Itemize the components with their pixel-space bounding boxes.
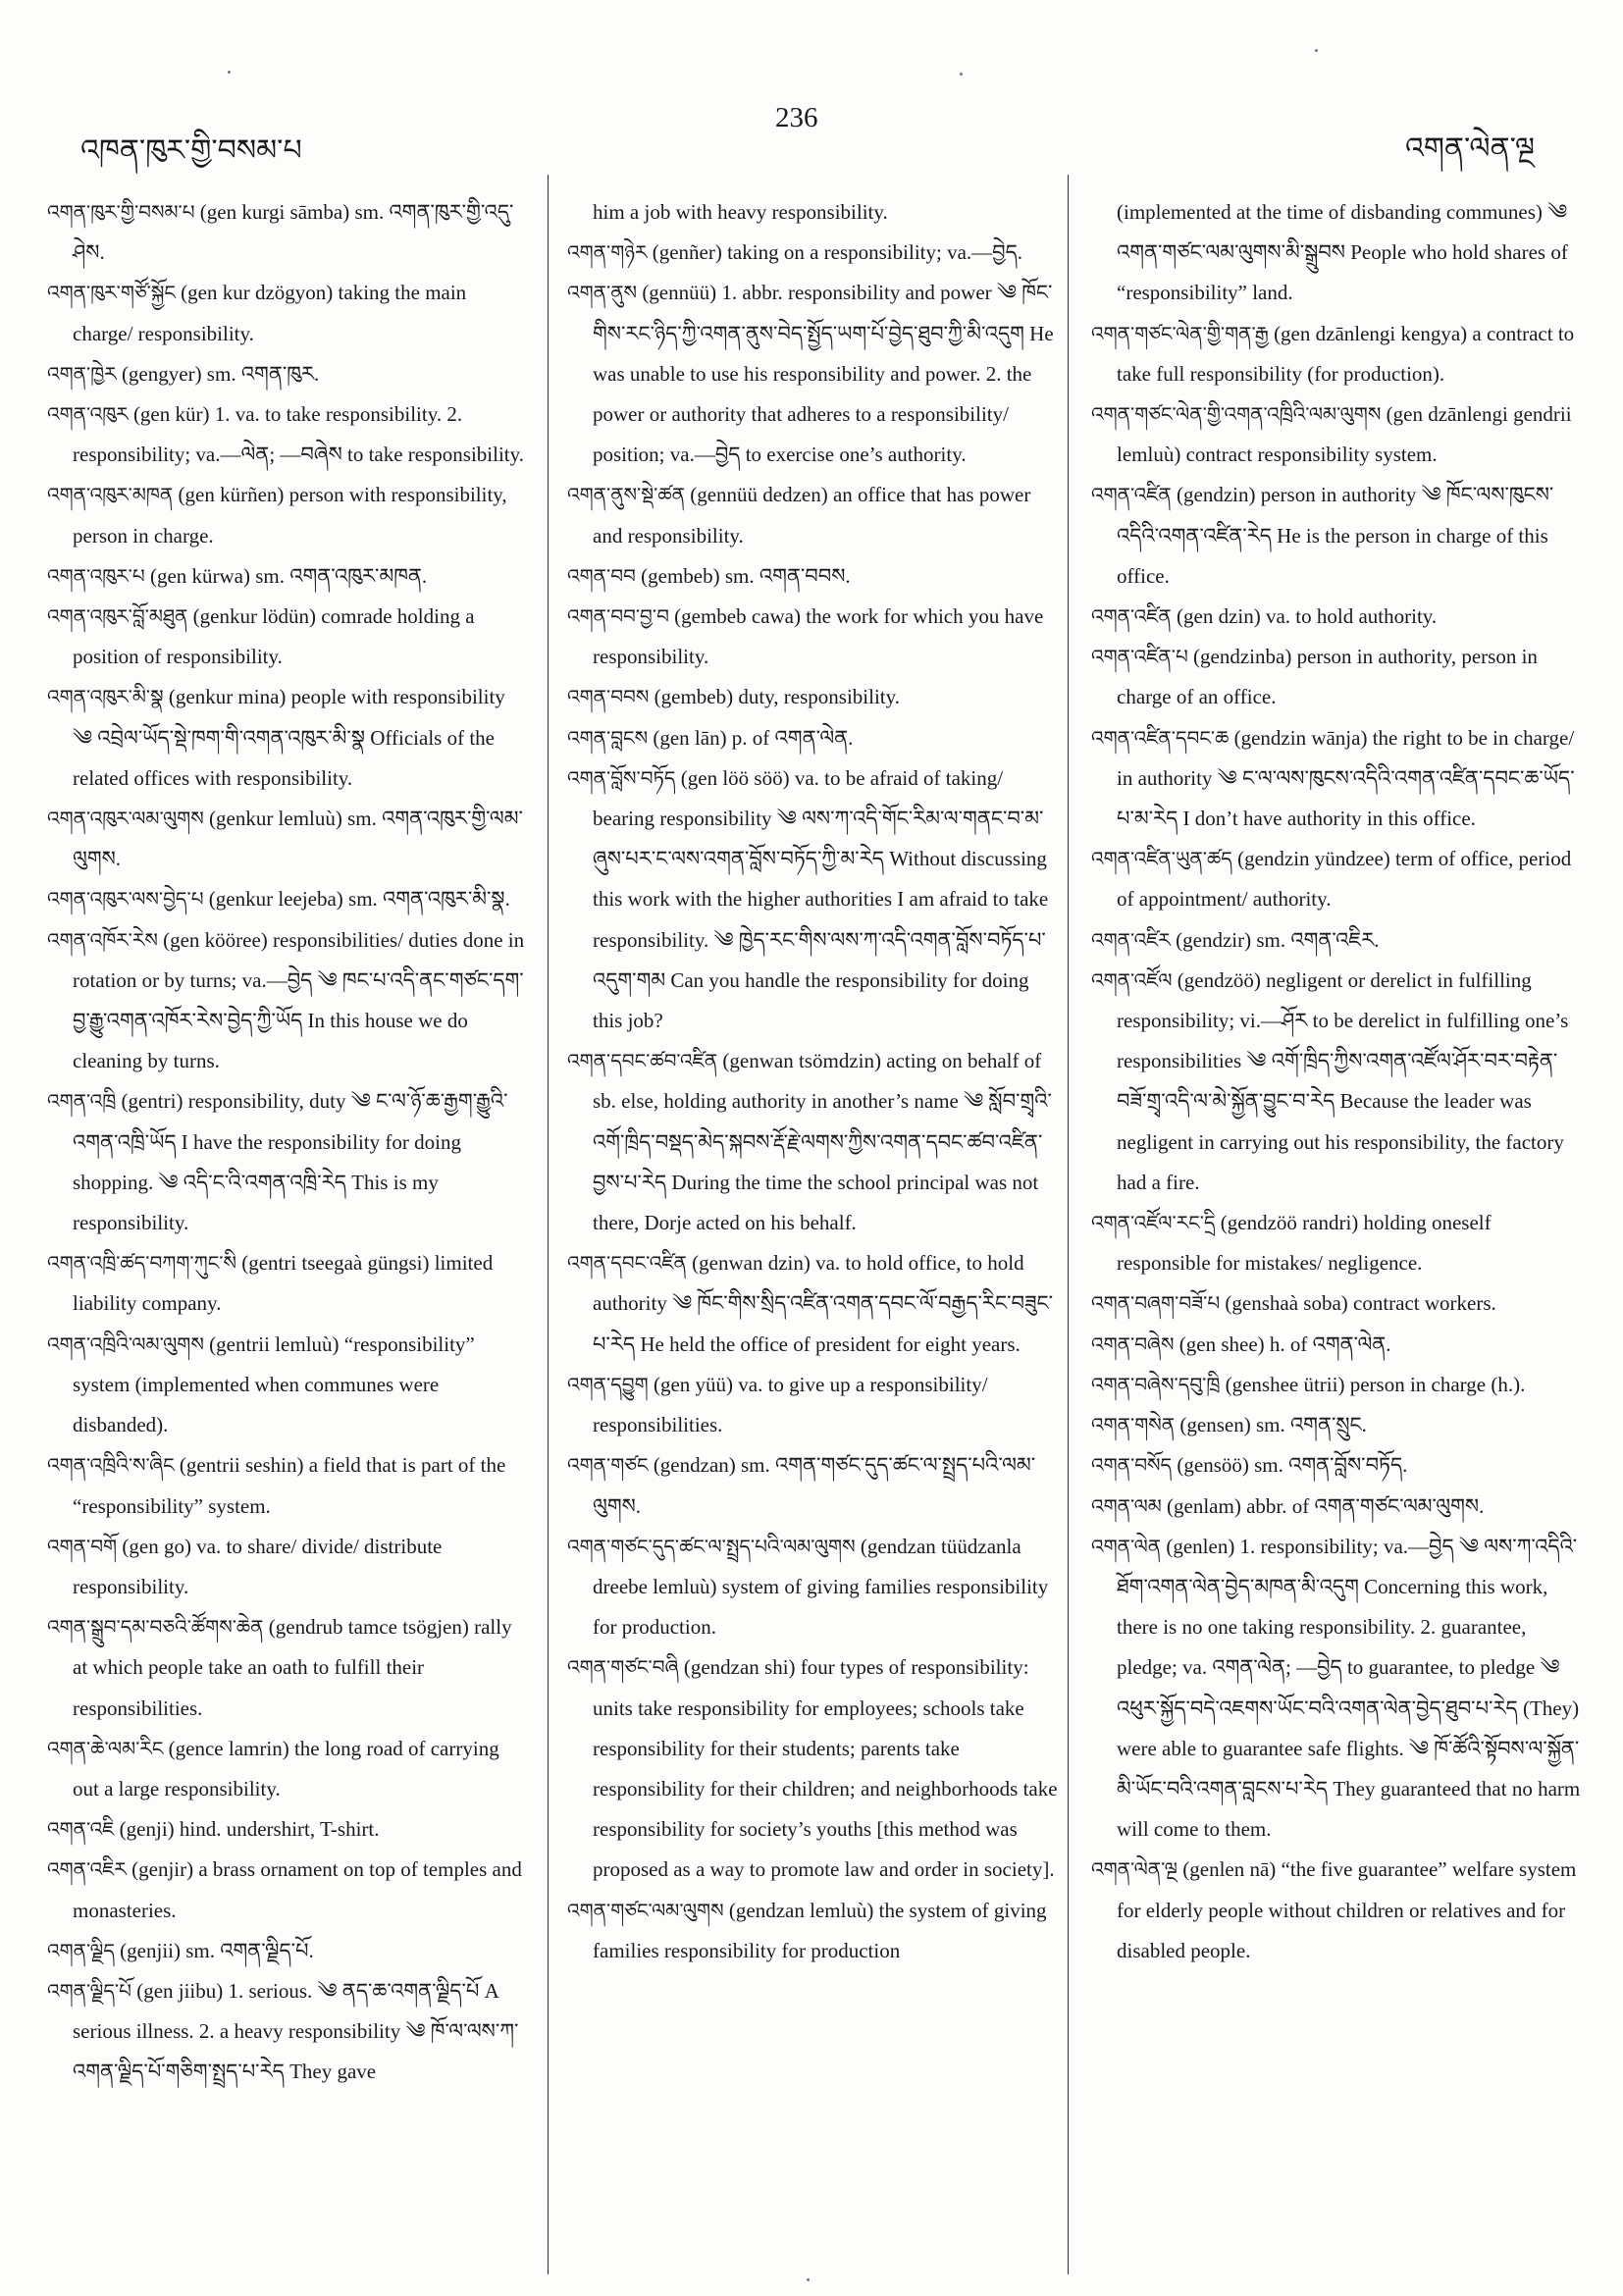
dictionary-column-2 bbox=[567, 192, 1058, 1971]
definition: (gen dzānlengi kengya) a contract to take full responsibility (for production). bbox=[1117, 321, 1575, 386]
definition: (gendzin yündzee) term of office, period of appointment/ authority. bbox=[1117, 847, 1572, 912]
headword: འགན་འཁུར་མཁན bbox=[47, 483, 174, 507]
running-head-right: འགན་ལེན་ལྔ bbox=[1405, 132, 1535, 165]
dictionary-entry bbox=[47, 1931, 528, 1971]
definition: (genwan dzin) va. to hold office, to hold authority ༄ ཁོང་གིས་སྲིད་འཛིན་འགན་དབང་ལོ་བརྒྱད་རིང་བཟུང་པ་རེད He held the office of president for eight years. bbox=[593, 1251, 1054, 1356]
definition: (genkur leejeba) sm. འགན་འཁུར་མི་སྣ. bbox=[208, 887, 510, 912]
definition: (gendzan shi) four types of responsibility: units take responsibility for employees; schools take responsibility for their students; parents take responsibility for their children; and neighborhoods take responsibility for society’s youths [this method was proposed as a way to promote law and order in society]. bbox=[593, 1655, 1058, 1882]
dictionary-entry bbox=[47, 192, 528, 273]
headword: འགན་འཇི bbox=[47, 1817, 115, 1842]
headword: འགན་བསོད bbox=[1091, 1453, 1173, 1478]
scan-speck bbox=[960, 73, 963, 76]
definition: (gennüü) 1. abbr. responsibility and power ༄ ཁོང་གིས་རང་ཉིད་ཀྱི་འགན་ནུས་བེད་སྤྱོད་ཡག་པོ་བྱེད་ཐུབ་ཀྱི་མི་འདུག He was unable to use his responsibility and power. 2. the power or authority that adheres to a responsibility/ position; va.—བྱེད to exercise one’s authority. bbox=[593, 281, 1054, 467]
definition: (gendzir) sm. འགན་འཇིར. bbox=[1176, 927, 1380, 952]
definition: (gensen) sm. འགན་སྲུང. bbox=[1179, 1413, 1367, 1437]
definition: (genlen) 1. responsibility; va.—བྱེད ༄ ལས་ཀ་འདིའི་ཐོག་འགན་ལེན་བྱེད་མཁན་མི་འདུག Concerning this work, there is no one taking responsibility. 2. guarantee, pledge; va. འགན་ལེན; —བྱེད to guarantee, to pledge ༄ འཕུར་སྐྱོད་བདེ་འཇགས་ཡོང་བའི་འགན་ལེན་བྱེད་ཐུབ་པ་རེད (They) were able to guarantee safe flights. ༄ ཁོ་ཚོའི་སྟོབས་ལ་སྐྱོན་མི་ཡོང་བའི་འགན་བླངས་པ་རེད They guaranteed that no harm will come to them. bbox=[1117, 1534, 1581, 1842]
dictionary-entry bbox=[567, 192, 1058, 233]
dictionary-entry bbox=[1091, 920, 1582, 961]
headword: འགན་འཁྲིའི་ལམ་ལུགས bbox=[47, 1331, 204, 1356]
headword: འགན་སྒྲུབ་དམ་བཅའི་ཚོགས་ཆེན bbox=[47, 1615, 264, 1640]
headword: འགན་འཁྲི bbox=[47, 1089, 117, 1114]
definition: (gentri) responsibility, duty ༄ ང་ལ་ཉོ་ཆ་རྒྱག་རྒྱུའི་འགན་འཁྲི་ཡོད I have the responsibility for doing shopping. ༄ འདི་ང་འི་འགན་འཁྲི་རེད This is my responsibility. bbox=[73, 1089, 508, 1235]
dictionary-entry bbox=[47, 920, 528, 1082]
headword: འགན་གཙང་ལེན་གྱི་འགན་འཁྲིའི་ལམ་ལུགས bbox=[1091, 402, 1382, 427]
dictionary-entry bbox=[567, 1243, 1058, 1365]
headword: འགན་བཞེས bbox=[1091, 1331, 1175, 1356]
headword: འགན་ལེན་ལྔ bbox=[1091, 1857, 1178, 1882]
headword: འགན་འཁུར་ལམ་ལུགས bbox=[47, 807, 204, 831]
definition: (gen kurgi sāmba) sm. འགན་ཁུར་གྱི་འདུ་ཤེས. bbox=[73, 200, 514, 265]
dictionary-entry bbox=[1091, 839, 1582, 919]
column-divider bbox=[1068, 175, 1069, 2274]
definition: (gendzan tüüdzanla dreebe lemluù) system of giving families responsibility for production. bbox=[593, 1534, 1049, 1640]
definition: (gen löö söö) va. to be afraid of taking/ bearing responsibility ༄ ལས་ཀ་འདི་གོང་རིམ་ལ་གནང་བ་མ་ཞུས་པར་ང་ལས་འགན་བློས་བཏོད་ཀྱི་མ་རེད Without discussing this work with the higher authorities I am afraid to take responsibility. ༄ ཁྱེད་རང་གིས་ལས་ཀ་འདི་འགན་བློས་བཏོད་པ་འདུག་གམ Can you handle the responsibility for doing this job? bbox=[593, 765, 1049, 1033]
running-head-left: འཁན་ཁུར་གྱི་བསམ་པ bbox=[80, 134, 302, 167]
headword: འགན་འཁུར bbox=[47, 402, 129, 427]
definition: (gendzöö) negligent or derelict in fulfilling responsibility; vi.—ཤོར to be derelict in fulfilling one’s responsibilities ༄ འགོ་ཁྲིད་ཀྱིས་འགན་འཛོལ་ཤོར་བར་བརྟེན་བཟོ་གྲྭ་འདི་ལ་མེ་སྐྱོན་བྱུང་བ་རེད Because the leader was negligent in carrying out his responsibility, the factory had a fire. bbox=[1117, 967, 1569, 1194]
dictionary-entry bbox=[567, 758, 1058, 1041]
dictionary-entry bbox=[47, 799, 528, 879]
dictionary-entry bbox=[47, 1243, 528, 1324]
dictionary-entry bbox=[47, 1607, 528, 1729]
headword: འགན་འཁུར་ལས་བྱེད་པ bbox=[47, 887, 204, 912]
headword: འགན་ཆེ་ལམ་རིང bbox=[47, 1736, 164, 1760]
definition: (gen kööree) responsibilities/ duties done in rotation or by turns; va.—བྱེད ༄ ཁང་པ་འདི་ནང་གཙང་དག་བྱ་རྒྱུ་འགན་འཁོར་རེས་བྱེད་ཀྱི་ཡོད In this house we do cleaning by turns. bbox=[73, 927, 525, 1073]
definition: (genwan tsömdzin) acting on behalf of sb. else, holding authority in another’s name ༄ སློབ་གྲྭའི་འགོ་ཁྲིད་བསྡད་མེད་སྐབས་རྡོ་རྗེ་ལགས་ཀྱིས་འགན་དབང་ཚབ་འཛིན་བྱས་པ་རེད During the time the school principal was not there, Dorje acted on his behalf. bbox=[593, 1049, 1052, 1235]
headword: འགན་གཙང་ལེན་གྱི་གན་རྒྱ bbox=[1091, 321, 1269, 345]
dictionary-entry bbox=[1091, 1487, 1582, 1527]
definition: (genjii) sm. འགན་ལྗིད་པོ. bbox=[120, 1938, 314, 1962]
dictionary-entry bbox=[47, 556, 528, 597]
headword: འགན་གསེན bbox=[1091, 1413, 1176, 1437]
dictionary-entry bbox=[567, 718, 1058, 758]
headword: འགན་དབང་ཚབ་འཛིན bbox=[567, 1049, 718, 1073]
headword: འགན་དབང་འཛིན bbox=[567, 1251, 687, 1276]
definition: (gen dzānlengi gendrii lemluù) contract responsibility system. bbox=[1117, 402, 1572, 467]
definition: (genjir) a brass ornament on top of temples and monasteries. bbox=[73, 1857, 522, 1922]
headword: འགན་ལྗིད་པོ bbox=[47, 1978, 131, 2003]
headword: འགན་འཛིན་པ bbox=[1091, 645, 1188, 669]
headword: འགན་འཁྲིའི་ས་ཞིང bbox=[47, 1453, 175, 1478]
definition: (gengyer) sm. འགན་ཁུར. bbox=[121, 361, 320, 386]
dictionary-entry bbox=[47, 394, 528, 475]
page-number: 236 bbox=[775, 102, 818, 133]
dictionary-entry bbox=[1091, 192, 1582, 314]
dictionary-entry bbox=[567, 1891, 1058, 1971]
dictionary-entry bbox=[1091, 1283, 1582, 1324]
definition: (gendzan lemluù) the system of giving families responsibility for production bbox=[593, 1898, 1047, 1962]
definition: (genlam) abbr. of འགན་གཙང་ལམ་ལུགས. bbox=[1167, 1493, 1485, 1518]
headword: འགན་ཁུར་གཙོ་སྐྱོང bbox=[47, 281, 176, 305]
definition: (genlen nā) “the five guarantee” welfare system for elderly people without children or relatives and for disabled people. bbox=[1117, 1857, 1577, 1962]
headword: འགན་གཙང་ལམ་ལུགས bbox=[567, 1898, 724, 1922]
headword: འགན་ཁུར་གྱི་བསམ་པ bbox=[47, 200, 195, 224]
dictionary-entry bbox=[47, 1081, 528, 1243]
definition: (genkur lemluù) sm. འགན་འཁུར་གྱི་ལམ་ལུགས. bbox=[73, 807, 523, 871]
definition: (gen go) va. to share/ divide/ distribute responsibility. bbox=[73, 1534, 443, 1598]
headword: འགན་བབ bbox=[567, 563, 636, 588]
headword: འགན་བཞེས་དབུ་ཁྲི bbox=[1091, 1372, 1221, 1396]
dictionary-entry bbox=[47, 1445, 528, 1526]
headword: འགན་གཉེར bbox=[567, 240, 648, 265]
dictionary-entry bbox=[567, 1445, 1058, 1526]
headword: འགན་བླངས bbox=[567, 725, 649, 750]
definition: (gentri tseegaà güngsi) limited liability company. bbox=[73, 1251, 494, 1316]
headword: འགན་གཙང་བཞི bbox=[567, 1655, 679, 1680]
dictionary-entry bbox=[47, 354, 528, 394]
dictionary-entry bbox=[47, 273, 528, 353]
dictionary-entry bbox=[47, 1850, 528, 1930]
scan-speck bbox=[1315, 49, 1318, 52]
definition: (gen kur dzögyon) taking the main charge/ responsibility. bbox=[73, 281, 467, 345]
scan-speck bbox=[228, 71, 231, 74]
dictionary-entry bbox=[567, 1647, 1058, 1890]
dictionary-entry bbox=[567, 233, 1058, 273]
definition: (genkur mina) people with responsibility ༄ འབྲེལ་ཡོད་སྡེ་ཁག་གི་འགན་འཁུར་མི་སྣ Officials of the related offices with responsibility. bbox=[73, 685, 505, 790]
dictionary-entry bbox=[567, 677, 1058, 717]
dictionary-entry bbox=[47, 879, 528, 919]
dictionary-entry bbox=[567, 1365, 1058, 1445]
dictionary-entry bbox=[47, 1325, 528, 1446]
dictionary-entry bbox=[47, 1809, 528, 1850]
definition: (gen kürwa) sm. འགན་འཁུར་མཁན. bbox=[149, 563, 428, 588]
dictionary-entry bbox=[47, 1729, 528, 1809]
definition: (gen shee) h. of འགན་ལེན. bbox=[1178, 1331, 1391, 1356]
definition: (genshee ütrii) person in charge (h.). bbox=[1225, 1372, 1526, 1396]
definition: (gendzin) person in authority ༄ ཁོང་ལས་ཁུངས་འདིའི་འགན་འཛིན་རེད He is the person in charge of this office. bbox=[1117, 483, 1554, 588]
definition: (gen dzin) va. to hold authority. bbox=[1177, 604, 1438, 629]
headword: འགན་བབས bbox=[567, 685, 650, 709]
dictionary-entry bbox=[1091, 314, 1582, 394]
headword: འགན་འཛིན bbox=[1091, 483, 1172, 507]
headword: འགན་ལྗིད bbox=[47, 1938, 115, 1962]
headword: འགན་བཞག་བཟོ་པ bbox=[1091, 1291, 1221, 1316]
headword: འགན་འཛིན་དབང་ཆ bbox=[1091, 725, 1230, 750]
headword: འགན་འཛོལ་རང་དྲི bbox=[1091, 1211, 1216, 1235]
dictionary-entry bbox=[47, 1971, 528, 2093]
headword: འགན་འཛིན་ཡུན་ཚད bbox=[1091, 847, 1232, 871]
dictionary-entry bbox=[47, 677, 528, 799]
definition: (gen jiibu) 1. serious. ༄ ནད་ཆ་འགན་ལྗིད་པོ A serious illness. 2. a heavy responsibility ༄ ཁོ་ལ་ལས་ཀ་འགན་ལྗིད་པོ་གཅིག་སྤྲད་པ་རེད They gave bbox=[73, 1978, 519, 2084]
dictionary-entry bbox=[1091, 1365, 1582, 1405]
headword: འགན་བབ་བྱ་བ bbox=[567, 604, 669, 629]
dictionary-entry bbox=[1091, 718, 1582, 840]
dictionary-entry bbox=[1091, 597, 1582, 637]
dictionary-entry bbox=[1091, 1527, 1582, 1851]
definition: (gendzöö randri) holding oneself responsible for mistakes/ negligence. bbox=[1117, 1211, 1492, 1276]
definition: (implemented at the time of disbanding communes) ༄ འགན་གཙང་ལམ་ལུགས་མི་སྒྲུབས People who hold shares of “responsibility” land. bbox=[1117, 200, 1568, 305]
dictionary-entry bbox=[567, 597, 1058, 677]
dictionary-entry bbox=[1091, 394, 1582, 475]
definition: (gensöö) sm. འགན་བློས་བཏོད. bbox=[1177, 1453, 1408, 1478]
headword: འགན་ནུས་སྡེ་ཚན bbox=[567, 483, 685, 507]
definition: (genshaà soba) contract workers. bbox=[1225, 1291, 1496, 1316]
definition: (gendrub tamce tsögjen) rally at which people take an oath to fulfill their responsibilities. bbox=[73, 1615, 512, 1720]
headword: འགན་བློས་བཏོད bbox=[567, 765, 676, 790]
definition: (genñer) taking on a responsibility; va.—བྱེད. bbox=[652, 240, 1023, 265]
dictionary-entry bbox=[47, 475, 528, 555]
headword: འགན་འཛིར bbox=[1091, 927, 1171, 952]
dictionary-entry bbox=[567, 273, 1058, 475]
headword: འགན་ནུས bbox=[567, 281, 638, 305]
headword: འགན་འཁོར་རེས bbox=[47, 927, 158, 952]
definition: (gen kür) 1. va. to take responsibility. 2. responsibility; va.—ལེན; —བཞེས to take responsibility. bbox=[73, 402, 525, 467]
headword: འགན་ལེན bbox=[1091, 1534, 1162, 1558]
dictionary-column-3 bbox=[1091, 192, 1582, 1971]
headword: འགན་འཁུར་མི་སྣ bbox=[47, 685, 164, 709]
scan-speck bbox=[807, 2278, 810, 2281]
dictionary-entry bbox=[47, 597, 528, 677]
definition: (gendzin wānja) the right to be in charge/ in authority ༄ ང་ལ་ལས་ཁུངས་འདིའི་འགན་འཛིན་དབང་ཆ་ཡོད་པ་མ་རེད I don’t have authority in this office. bbox=[1117, 725, 1575, 831]
dictionary-entry bbox=[1091, 1445, 1582, 1486]
definition: (gen lān) p. of འགན་ལེན. bbox=[653, 725, 854, 750]
dictionary-entry bbox=[1091, 1203, 1582, 1283]
dictionary-entry bbox=[1091, 961, 1582, 1203]
definition: (gembeb cawa) the work for which you have responsibility. bbox=[593, 604, 1044, 669]
definition: (gendzinba) person in authority, person in charge of an office. bbox=[1117, 645, 1538, 709]
dictionary-entry bbox=[567, 556, 1058, 597]
definition: (gentrii lemluù) “responsibility” system (implemented when communes were disbanded). bbox=[73, 1331, 475, 1437]
dictionary-entry bbox=[1091, 1850, 1582, 1971]
definition: (gembeb) duty, responsibility. bbox=[654, 685, 901, 709]
dictionary-column-1 bbox=[47, 192, 528, 2093]
definition: (gennüü dedzen) an office that has power and responsibility. bbox=[593, 483, 1031, 548]
definition: (gentrii seshin) a field that is part of the “responsibility” system. bbox=[73, 1453, 506, 1518]
headword: འགན་འཛོལ bbox=[1091, 967, 1173, 992]
headword: འགན་འཇིར bbox=[47, 1857, 127, 1882]
dictionary-entry bbox=[567, 475, 1058, 555]
dictionary-entry bbox=[47, 1527, 528, 1607]
headword: འགན་འཛིན bbox=[1091, 604, 1172, 629]
headword: འགན་བགོ bbox=[47, 1534, 118, 1558]
headword: འགན་ཁྱེར bbox=[47, 361, 117, 386]
definition: (gence lamrin) the long road of carrying out a large responsibility. bbox=[73, 1736, 499, 1800]
dictionary-entry bbox=[1091, 1405, 1582, 1445]
headword: འགན་འཁྲི་ཚད་བཀག་ཀུང་སི bbox=[47, 1251, 236, 1276]
definition: (gendzan) sm. འགན་གཙང་དུད་ཚང་ལ་སྤྲད་པའི་ལམ་ལུགས. bbox=[593, 1453, 1036, 1518]
headword: འགན་འཁུར་པ bbox=[47, 563, 145, 588]
headword: འགན་དབྱུག bbox=[567, 1372, 649, 1396]
dictionary-entry bbox=[567, 1527, 1058, 1648]
column-divider bbox=[548, 175, 549, 2274]
dictionary-entry bbox=[1091, 1325, 1582, 1365]
definition: (gen yüü) va. to give up a responsibility/ responsibilities. bbox=[593, 1372, 988, 1437]
definition: (gen kürñen) person with responsibility, person in charge. bbox=[73, 483, 507, 548]
dictionary-entry bbox=[1091, 475, 1582, 597]
headword: འགན་ལམ bbox=[1091, 1493, 1162, 1518]
definition: (gembeb) sm. འགན་བབས. bbox=[641, 563, 851, 588]
dictionary-entry bbox=[567, 1041, 1058, 1243]
definition: him a job with heavy responsibility. bbox=[593, 200, 888, 224]
headword: འགན་གཙང་དུད་ཚང་ལ་སྤྲད་པའི་ལམ་ལུགས bbox=[567, 1534, 856, 1558]
definition: (genkur lödün) comrade holding a position of responsibility. bbox=[73, 604, 475, 669]
definition: (genji) hind. undershirt, T-shirt. bbox=[119, 1817, 380, 1842]
headword: འགན་འཁུར་བློ་མཐུན bbox=[47, 604, 188, 629]
headword: འགན་གཙང bbox=[567, 1453, 649, 1478]
dictionary-entry bbox=[1091, 637, 1582, 717]
